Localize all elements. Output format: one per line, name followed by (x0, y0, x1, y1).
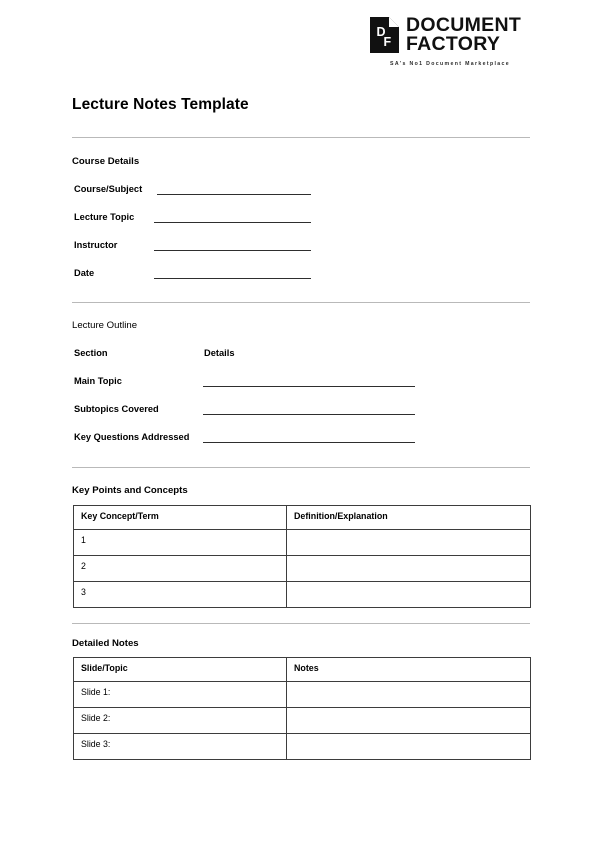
table-row (74, 530, 531, 556)
label-lecture-topic: Lecture Topic (74, 212, 135, 222)
input-line-date[interactable] (154, 278, 311, 279)
definition-cell-1[interactable] (287, 530, 531, 556)
detailed-notes-table (73, 657, 531, 760)
section-heading-detailed-notes: Detailed Notes (72, 638, 139, 649)
input-line-key-questions-addressed[interactable] (203, 442, 415, 443)
table-row (74, 682, 531, 708)
input-line-instructor[interactable] (154, 250, 311, 251)
slide-topic-cell-1[interactable]: Slide 1: (74, 682, 287, 708)
table-row (74, 708, 531, 734)
key-concept-cell-1[interactable]: 1 (74, 530, 287, 556)
table-row (74, 734, 531, 760)
notes-cell-2[interactable] (287, 708, 531, 734)
notes-cell-1[interactable] (287, 682, 531, 708)
definition-cell-3[interactable] (287, 582, 531, 608)
divider-below-key-points (72, 623, 530, 624)
brand-tagline: SA's No1 Document Marketplace (390, 60, 510, 67)
key-concept-cell-2[interactable]: 2 (74, 556, 287, 582)
column-header-section: Section (74, 348, 108, 358)
key-points-table (73, 505, 531, 608)
input-line-subtopics-covered[interactable] (203, 414, 415, 415)
label-main-topic: Main Topic (74, 376, 122, 386)
label-instructor: Instructor (74, 240, 118, 250)
notes-cell-3[interactable] (287, 734, 531, 760)
brand-logo (370, 16, 530, 67)
document-page-icon (370, 17, 399, 53)
column-header-key-concept: Key Concept/Term (74, 506, 287, 530)
logo-row (370, 16, 530, 54)
label-date: Date (74, 268, 95, 278)
svg-text:D: D (376, 24, 386, 39)
column-header-notes: Notes (287, 658, 531, 682)
slide-topic-cell-2[interactable]: Slide 2: (74, 708, 287, 734)
section-heading-key-points: Key Points and Concepts (72, 485, 188, 496)
svg-text:F: F (383, 34, 392, 49)
brand-wordmark (406, 16, 521, 54)
label-course-subject: Course/Subject (74, 184, 143, 194)
input-line-course-subject[interactable] (157, 194, 311, 195)
brand-name-line2: FACTORY (406, 32, 501, 55)
brand-name-line1: DOCUMENT (406, 14, 522, 36)
table-header-row (74, 506, 531, 530)
section-heading-course-details: Course Details (72, 156, 140, 167)
column-header-definition: Definition/Explanation (287, 506, 531, 530)
page-title: Lecture Notes Template (72, 96, 249, 113)
definition-cell-2[interactable] (287, 556, 531, 582)
column-header-details: Details (204, 348, 235, 358)
table-row (74, 582, 531, 608)
divider-below-lecture-outline (72, 467, 530, 468)
table-header-row (74, 658, 531, 682)
section-heading-lecture-outline: Lecture Outline (72, 320, 138, 331)
column-header-slide-topic: Slide/Topic (74, 658, 287, 682)
divider-below-course-details (72, 302, 530, 303)
key-concept-cell-3[interactable]: 3 (74, 582, 287, 608)
slide-topic-cell-3[interactable]: Slide 3: (74, 734, 287, 760)
table-row (74, 556, 531, 582)
label-key-questions-addressed: Key Questions Addressed (74, 432, 190, 442)
input-line-main-topic[interactable] (203, 386, 415, 387)
label-subtopics-covered: Subtopics Covered (74, 404, 159, 414)
divider-below-title (72, 137, 530, 138)
input-line-lecture-topic[interactable] (154, 222, 311, 223)
